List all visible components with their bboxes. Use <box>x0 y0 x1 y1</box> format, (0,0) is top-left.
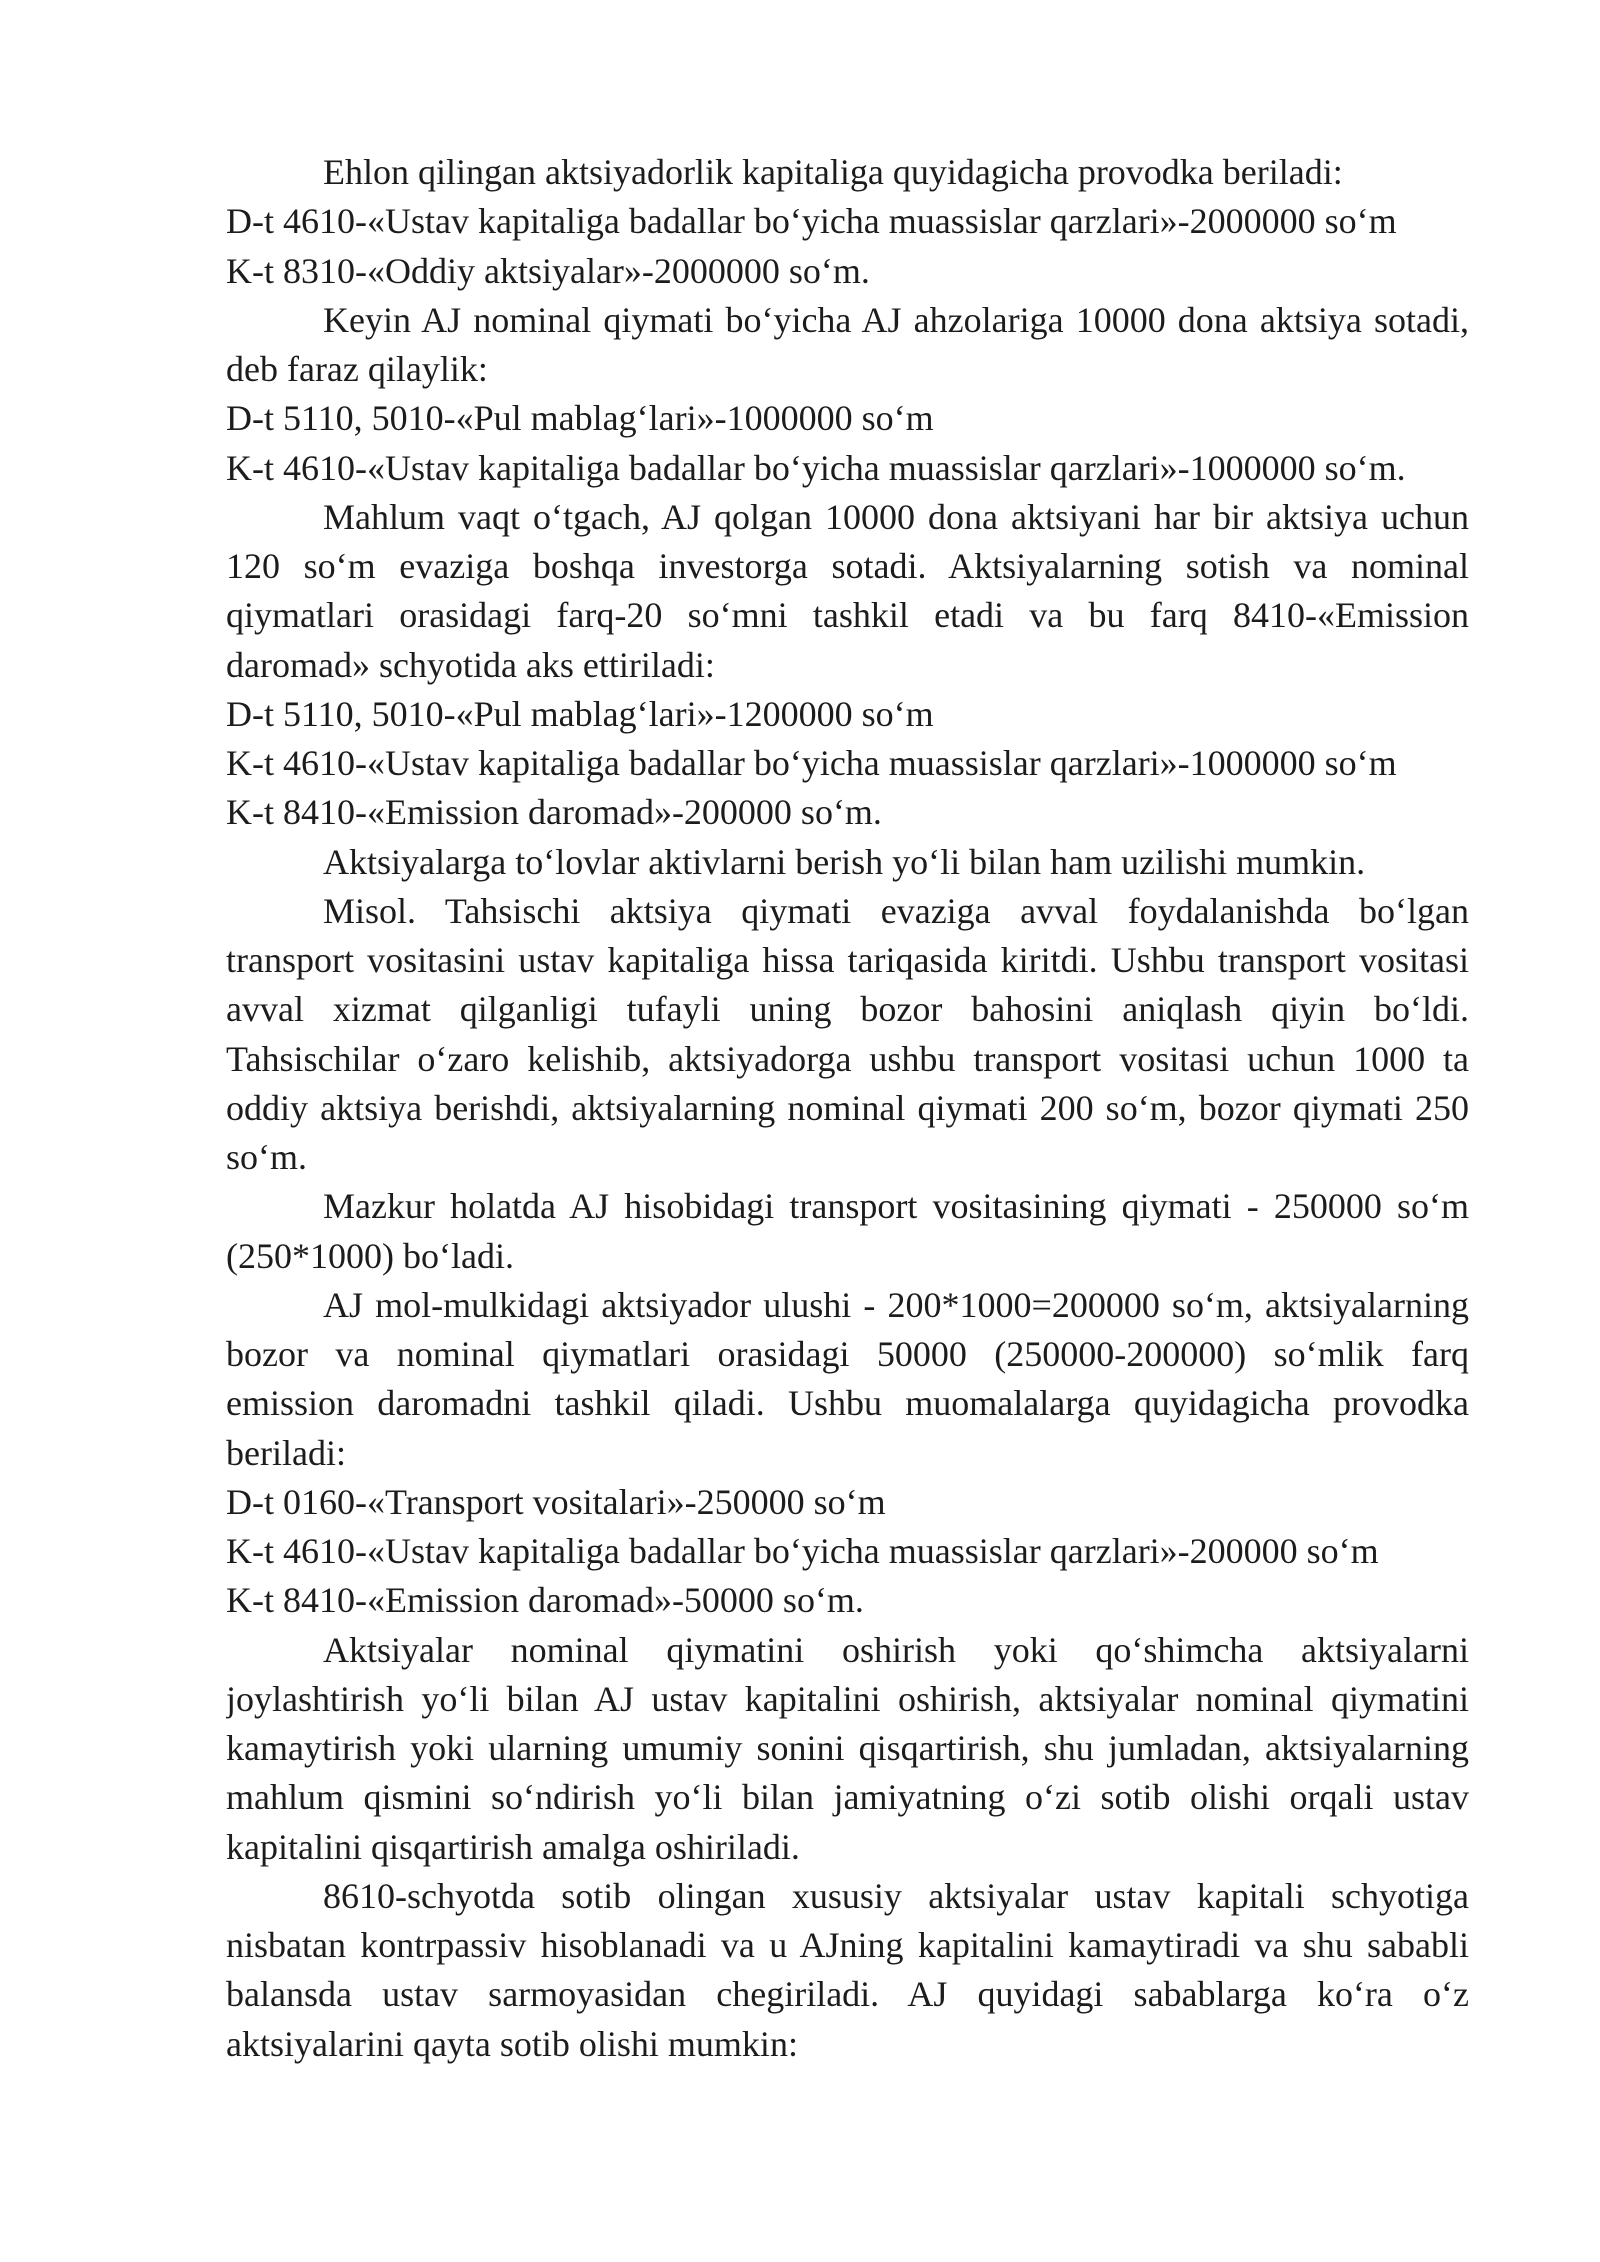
paragraph-line: Keyin AJ nominal qiymati bo‘yicha AJ ahzolariga 10000 dona aktsiya sotadi, <box>323 299 1469 340</box>
paragraph-line: Mahlum vaqt o‘tgach, AJ qolgan 10000 dona aktsiyani har bir aktsiya uchun <box>323 496 1469 537</box>
paragraph-line: 8610-schyotda sotib olingan xususiy aktsiyalar ustav kapitali schyotiga <box>323 1875 1469 1916</box>
accounting-entry-line: K-t 4610-«Ustav kapitaliga badallar bo‘yicha muassislar qarzlari»-1000000 so‘m. <box>226 447 1406 488</box>
accounting-entry <box>226 739 1469 788</box>
accounting-entry <box>226 197 1469 246</box>
accounting-entry <box>226 394 1469 443</box>
paragraph-line: Misol. Tahsischi aktsiya qiymati evaziga avval foydalanishda bo‘lgan <box>323 890 1469 931</box>
paragraph-line: Aktsiyalar nominal qiymatini oshirish yoki qo‘shimcha aktsiyalarni <box>323 1629 1469 1670</box>
accounting-entry-line: D-t 4610-«Ustav kapitaliga badallar bo‘yicha muassislar qarzlari»-2000000 so‘m <box>226 201 1397 242</box>
accounting-entry-line: K-t 4610-«Ustav kapitaliga badallar bo‘yicha muassislar qarzlari»-1000000 so‘m <box>226 743 1397 783</box>
paragraph <box>226 1281 1469 1478</box>
paragraph <box>226 1626 1469 1872</box>
paragraph-line: oddiy aktsiya berishdi, aktsiyalarning nominal qiymati 200 so‘m, bozor qiymati 250 <box>226 1087 1469 1128</box>
paragraph <box>226 493 1469 690</box>
paragraph-line: AJ mol-mulkidagi aktsiyador ulushi - 200*1000=200000 so‘m, aktsiyalarning <box>323 1284 1469 1325</box>
paragraph-line: avval xizmat qilganligi tufayli uning bozor bahosini aniqlash qiyin bo‘ldi. <box>226 989 1469 1030</box>
accounting-entry <box>226 690 1469 739</box>
paragraph <box>226 1182 1469 1281</box>
paragraph-line: kapitalini qisqartirish amalga oshiriladi. <box>226 1826 800 1867</box>
accounting-entry <box>226 1576 1469 1625</box>
accounting-entry-line: D-t 0160-«Transport vositalari»-250000 so‘m <box>226 1481 886 1522</box>
accounting-entry-line: K-t 4610-«Ustav kapitaliga badallar bo‘yicha muassislar qarzlari»-200000 so‘m <box>226 1531 1379 1571</box>
text-body <box>226 148 1469 2069</box>
paragraph-line: joylashtirish yo‘li bilan AJ ustav kapitalini oshirish, aktsiyalar nominal qiymatini <box>226 1678 1469 1719</box>
paragraph-line: aktsiyalarini qayta sotib olishi mumkin: <box>226 2023 798 2064</box>
paragraph <box>226 1872 1469 2069</box>
paragraph-line: kamaytirish yoki ularning umumiy sonini qisqartirish, shu jumladan, aktsiyalarning <box>226 1728 1469 1768</box>
paragraph <box>226 148 1469 197</box>
accounting-entry-line: K-t 8410-«Emission daromad»-50000 so‘m. <box>226 1580 864 1621</box>
paragraph <box>226 838 1469 887</box>
paragraph-line: Aktsiyalarga to‘lovlar aktivlarni berish yo‘li bilan ham uzilishi mumkin. <box>323 841 1366 882</box>
accounting-entry-line: D-t 5110, 5010-«Pul mablag‘lari»-1200000 so‘m <box>226 693 934 734</box>
accounting-entry <box>226 1478 1469 1527</box>
accounting-entry <box>226 247 1469 296</box>
paragraph-line: daromad» schyotida aks ettiriladi: <box>226 644 715 685</box>
paragraph-line: mahlum qismini so‘ndirish yo‘li bilan jamiyatning o‘zi sotib olishi orqali ustav <box>226 1777 1469 1818</box>
paragraph-line: so‘m. <box>226 1137 307 1177</box>
paragraph-line: 120 so‘m evaziga boshqa investorga sotadi. Aktsiyalarning sotish va nominal <box>226 546 1469 586</box>
paragraph-line: Tahsischilar o‘zaro kelishib, aktsiyadorga ushbu transport vositasi uchun 1000 ta <box>226 1038 1469 1079</box>
paragraph-line: Mazkur holatda AJ hisobidagi transport vositasining qiymati - 250000 so‘m <box>323 1186 1469 1227</box>
accounting-entry-line: D-t 5110, 5010-«Pul mablag‘lari»-1000000 so‘m <box>226 398 934 439</box>
paragraph-line: (250*1000) bo‘ladi. <box>226 1235 514 1276</box>
paragraph-line: nisbatan kontrpassiv hisoblanadi va u AJning kapitalini kamaytiradi va shu sababli <box>226 1925 1469 1965</box>
paragraph-line: beriladi: <box>226 1432 346 1473</box>
paragraph-line: balansda ustav sarmoyasidan chegiriladi. AJ quyidagi sabablarga ko‘ra o‘z <box>226 1974 1469 2015</box>
paragraph <box>226 296 1469 395</box>
paragraph-line: transport vositasini ustav kapitaliga hissa tariqasida kiritdi. Ushbu transport vositasi <box>226 940 1469 980</box>
paragraph-line: bozor va nominal qiymatlari orasidagi 50000 (250000-200000) so‘mlik farq <box>226 1334 1469 1374</box>
accounting-entry <box>226 444 1469 493</box>
paragraph-line: emission daromadni tashkil qiladi. Ushbu muomalalarga quyidagicha provodka <box>226 1383 1469 1424</box>
accounting-entry <box>226 1527 1469 1576</box>
accounting-entry-line: K-t 8410-«Emission daromad»-200000 so‘m. <box>226 792 882 833</box>
paragraph <box>226 887 1469 1183</box>
paragraph-line: qiymatlari orasidagi farq-20 so‘mni tashkil etadi va bu farq 8410-«Emission <box>226 595 1469 636</box>
paragraph-line: deb faraz qilaylik: <box>226 349 488 389</box>
accounting-entry <box>226 788 1469 837</box>
accounting-entry-line: K-t 8310-«Oddiy aktsiyalar»-2000000 so‘m. <box>226 250 870 291</box>
paragraph-line: Ehlon qilingan aktsiyadorlik kapitaliga quyidagicha provodka beriladi: <box>323 152 1343 192</box>
